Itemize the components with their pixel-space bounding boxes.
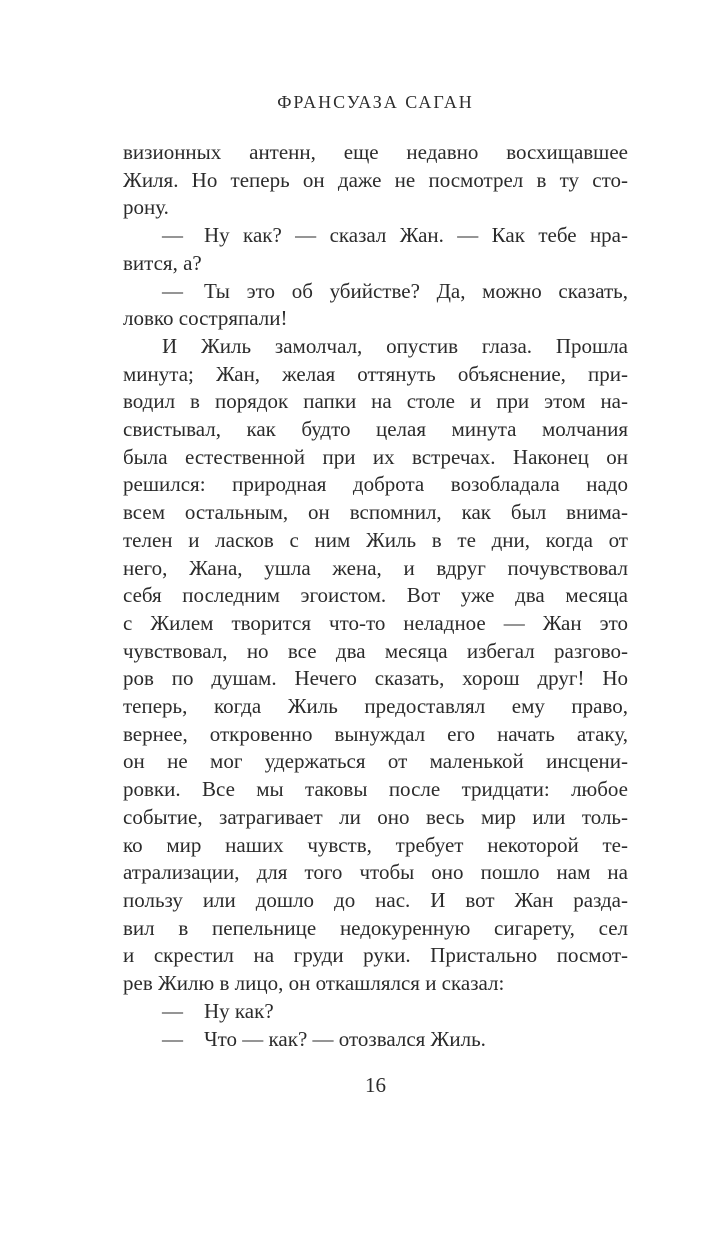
page-number: 16 — [365, 1073, 386, 1097]
text-line: теперь, когда Жиль предоставлял ему право, — [123, 694, 628, 719]
text-line: И Жиль замолчал, опустив глаза. Прошла — [162, 333, 628, 358]
text-line: атрализации, для того чтобы оно пошло нам на — [123, 860, 628, 885]
running-header: ФРАНСУАЗА САГАН — [277, 92, 474, 112]
text-line: свистывал, как будто целая минута молчания — [123, 417, 628, 442]
text-line: водил в порядок папки на столе и при этом на- — [123, 389, 628, 414]
text-line: ловко состряпали! — [123, 306, 288, 331]
text-line: — Ну как? — сказал Жан. — Как тебе нра- — [162, 223, 628, 248]
text-line: себя последним эгоистом. Вот уже два месяца — [123, 583, 628, 608]
text-line: телен и ласков с ним Жиль в те дни, когда от — [123, 527, 628, 552]
text-line: — Ну как? — [162, 998, 274, 1023]
text-line: вил в пепельнице недокуренную сигарету, сел — [123, 915, 628, 940]
text-line: пользу или дошло до нас. И вот Жан разда- — [123, 887, 628, 912]
text-line: Жиля. Но теперь он даже не посмотрел в ту сто- — [123, 167, 628, 192]
text-line: него, Жана, ушла жена, и вдруг почувствовал — [123, 555, 628, 580]
text-line: ко мир наших чувств, требует некоторой те- — [123, 832, 628, 857]
text-line: и скрестил на груди руки. Пристально посмот- — [123, 943, 628, 968]
text-line: минута; Жан, желая оттянуть объяснение, при- — [123, 361, 628, 386]
text-block — [123, 139, 628, 1053]
text-line: ровки. Все мы таковы после тридцати: любое — [123, 777, 628, 802]
text-line: событие, затрагивает ли оно весь мир или толь- — [123, 804, 628, 829]
text-line: вернее, откровенно вынуждал его начать атаку, — [123, 721, 628, 746]
text-line: с Жилем творится что-то неладное — Жан это — [123, 610, 628, 635]
text-line: — Ты это об убийстве? Да, можно сказать, — [162, 278, 628, 303]
text-line: вится, а? — [123, 250, 202, 275]
text-line: решился: природная доброта возобладала надо — [123, 472, 628, 497]
text-line: ров по душам. Нечего сказать, хорош друг! Но — [123, 666, 628, 691]
text-line: всем остальным, он вспомнил, как был внима- — [123, 500, 628, 525]
text-line: была естественной при их встречах. Наконец он — [123, 444, 628, 469]
text-line: рону. — [123, 195, 169, 220]
text-line: — Что — как? — отозвался Жиль. — [162, 1026, 486, 1051]
text-line: чувствовал, но все два месяца избегал разгово- — [123, 638, 628, 663]
text-line: визионных антенн, еще недавно восхищавшее — [123, 140, 628, 164]
text-line: рев Жилю в лицо, он откашлялся и сказал: — [123, 971, 505, 996]
text-line: он не мог удержаться от маленькой инсцени- — [123, 749, 628, 774]
